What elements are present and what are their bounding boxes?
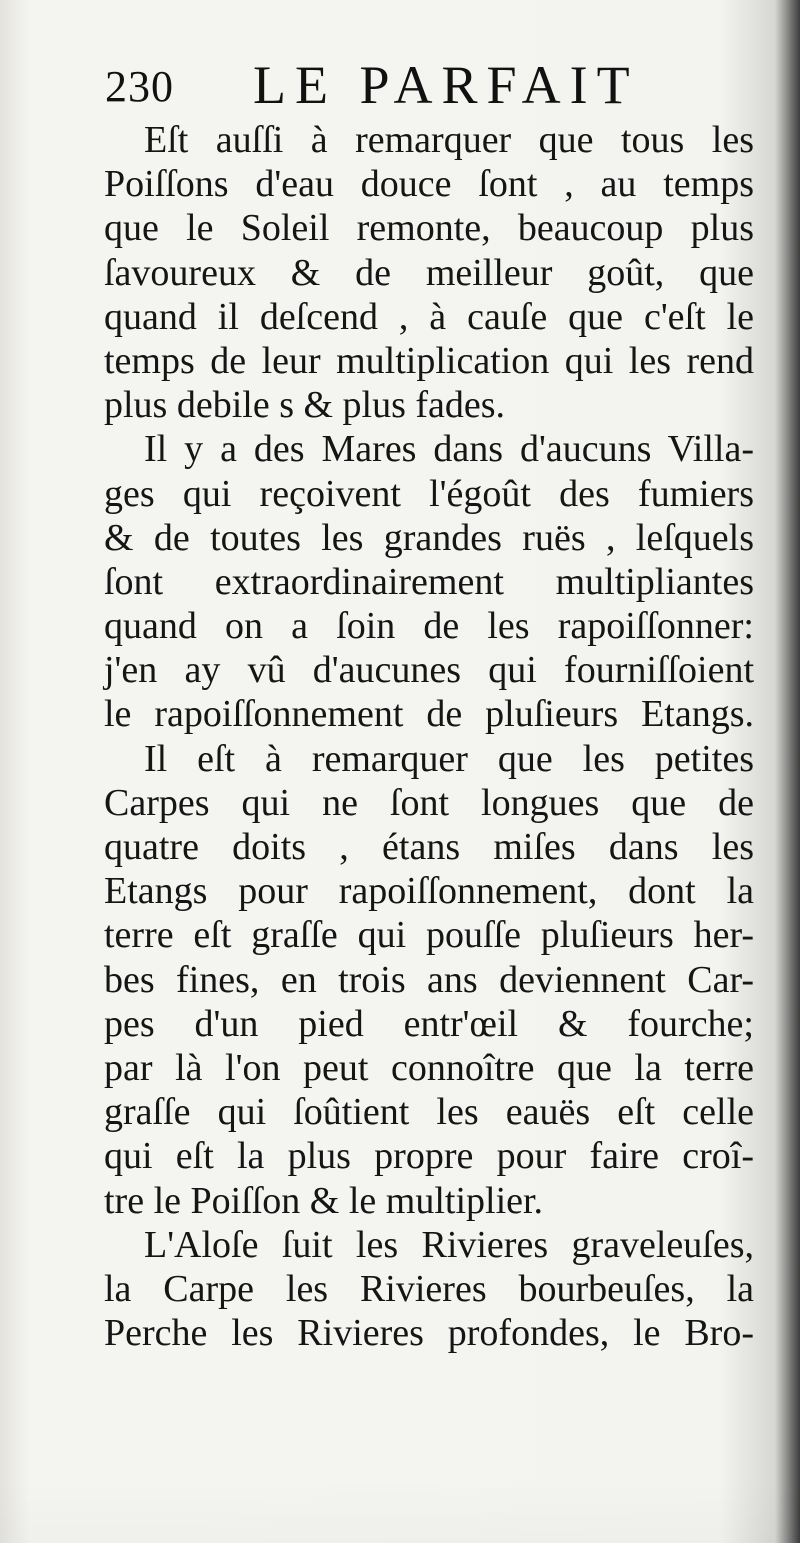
text-line: Carpes qui ne ſont longues que de [104, 781, 754, 824]
text-line: quand on a ſoin de les rapoiſſonner: [104, 605, 754, 648]
text-line: qui eſt la plus propre pour faire croî- [104, 1135, 754, 1178]
text-line: quatre doits , étans miſes dans les [104, 826, 754, 868]
text-line: Eſt auſſi à remarquer que tous les [144, 119, 754, 161]
text-line: Perche les Rivieres profondes, le Bro- [104, 1312, 754, 1355]
text-line: Etangs pour rapoiſſonnement, dont la [104, 870, 754, 913]
text-line: plus debile s & plus fades. [104, 384, 506, 427]
page-number: 230 [105, 62, 174, 111]
text-line: que le Soleil remonte, beaucoup plus [104, 207, 754, 250]
text-line: L'Aloſe ſuit les Rivieres graveleuſes, [144, 1223, 754, 1266]
text-line: ſavoureux & de meilleur goût, que [104, 251, 754, 294]
text-line: ges qui reçoivent l'égoût des fumiers [104, 472, 754, 515]
text-line: terre eſt graſſe qui pouſſe pluſieurs her- [104, 914, 754, 957]
text-line: temps de leur multiplication qui les rend [104, 339, 754, 382]
text-line: tre le Poiſſon & le multiplier. [104, 1179, 544, 1222]
text-line: le rapoiſſonnement de pluſieurs Etangs. [104, 693, 754, 736]
text-line: bes fines, en trois ans deviennent Car- [104, 958, 754, 1001]
text-line: Il y a des Mares dans d'aucuns Villa- [144, 428, 754, 471]
text-line: ſont extraordinairement multipliantes [104, 560, 754, 603]
page-bottom-margin [0, 1480, 800, 1543]
text-line: par là l'on peut connoître que la terre [104, 1046, 754, 1089]
text-line: Il eſt à remarquer que les petites [144, 737, 754, 780]
running-title: LE PARFAIT [253, 55, 639, 115]
running-head [105, 52, 665, 116]
body-text [104, 118, 754, 1355]
text-line: graſſe qui ſoûtient les eauës eſt celle [104, 1091, 754, 1134]
text-line: pes d'un pied entr'œil & fourche; [104, 1002, 754, 1045]
text-line: j'en ay vû d'aucunes qui fourniſſoient [104, 649, 754, 692]
text-line: & de toutes les grandes ruës , leſquels [104, 516, 754, 559]
text-line: la Carpe les Rivieres bourbeuſes, la [104, 1267, 754, 1310]
text-line: quand il deſcend , à cauſe que c'eſt le [104, 295, 754, 338]
text-line: Poiſſons d'eau douce ſont , au temps [104, 163, 754, 206]
